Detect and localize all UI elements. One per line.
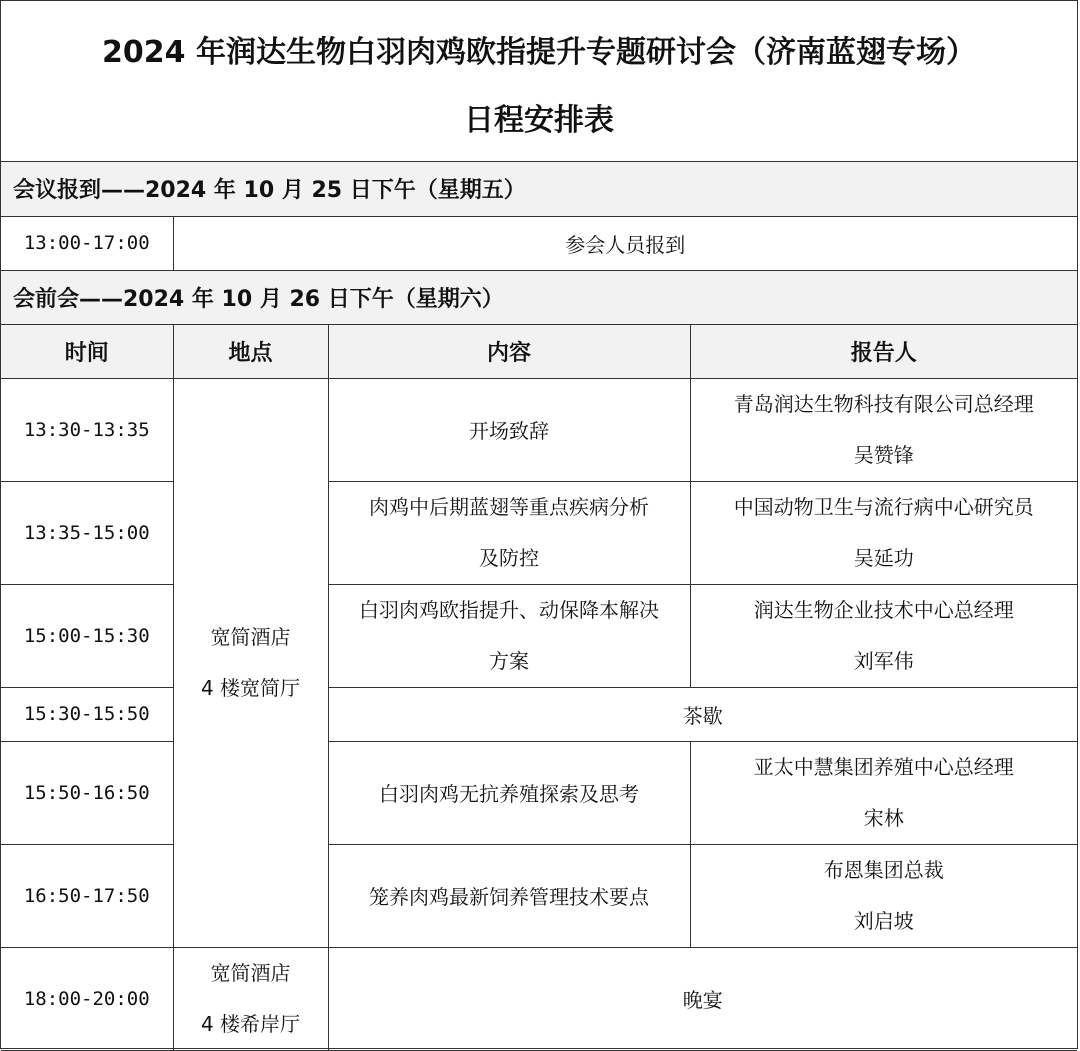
speaker-title: 布恩集团总裁 xyxy=(823,857,944,882)
column-header-time: 时间 xyxy=(1,324,173,378)
title-block xyxy=(1,1,1077,162)
speaker-title: 亚太中慧集团养殖中心总经理 xyxy=(753,754,1014,779)
content-line-1: 肉鸡中后期蓝翅等重点疾病分析 xyxy=(369,494,649,519)
session-speaker xyxy=(690,741,1077,844)
session-content xyxy=(328,584,690,687)
table-row xyxy=(1,481,1077,584)
session-content: 笼养肉鸡最新饲养管理技术要点 xyxy=(328,844,690,947)
registration-content: 参会人员报到 xyxy=(173,216,1077,270)
section-premeeting-heading: 会前会——2024 年 10 月 26 日下午（星期六） xyxy=(1,270,1077,324)
dinner-location xyxy=(173,947,328,1050)
content-line-1: 白羽肉鸡欧指提升、动保降本解决 xyxy=(359,597,659,622)
session-content: 开场致辞 xyxy=(328,378,690,481)
content-line-2: 方案 xyxy=(489,648,529,673)
location-name: 宽简酒店 xyxy=(210,624,291,649)
location-hall: 4 楼宽简厅 xyxy=(200,675,301,700)
column-header-location: 地点 xyxy=(173,324,328,378)
session-content: 白羽肉鸡无抗养殖探索及思考 xyxy=(328,741,690,844)
session-location xyxy=(173,378,328,947)
session-time: 13:30-13:35 xyxy=(1,378,173,481)
dinner-content: 晚宴 xyxy=(328,947,1077,1050)
speaker-name: 刘启坡 xyxy=(853,908,914,933)
tea-break: 茶歇 xyxy=(328,687,1077,741)
session-time: 13:35-15:00 xyxy=(1,481,173,584)
column-header-speaker: 报告人 xyxy=(690,324,1077,378)
session-time: 15:50-16:50 xyxy=(1,741,173,844)
registration-time: 13:00-17:00 xyxy=(1,216,173,270)
speaker-title: 中国动物卫生与流行病中心研究员 xyxy=(733,494,1034,519)
table-row xyxy=(1,947,1077,1050)
session-time: 15:30-15:50 xyxy=(1,687,173,741)
table-row xyxy=(1,687,1077,741)
table-row xyxy=(1,584,1077,687)
session-speaker xyxy=(690,481,1077,584)
table-row xyxy=(1,741,1077,844)
schedule-table xyxy=(1,162,1077,1051)
session-speaker xyxy=(690,378,1077,481)
session-content xyxy=(328,481,690,584)
column-header-content: 内容 xyxy=(328,324,690,378)
session-speaker xyxy=(690,584,1077,687)
dinner-time: 18:00-20:00 xyxy=(1,947,173,1050)
session-speaker xyxy=(690,844,1077,947)
location-name: 宽简酒店 xyxy=(210,960,291,985)
speaker-name: 吴延功 xyxy=(853,545,914,570)
session-time: 16:50-17:50 xyxy=(1,844,173,947)
section-registration-heading: 会议报到——2024 年 10 月 25 日下午（星期五） xyxy=(1,162,1077,216)
table-row xyxy=(1,378,1077,481)
speaker-name: 吴赞锋 xyxy=(853,442,914,467)
location-hall: 4 楼希岸厅 xyxy=(200,1011,301,1036)
document-title: 2024 年润达生物白羽肉鸡欧指提升专题研讨会（济南蓝翅专场） xyxy=(102,35,976,70)
speaker-title: 润达生物企业技术中心总经理 xyxy=(753,597,1014,622)
speaker-title: 青岛润达生物科技有限公司总经理 xyxy=(733,391,1034,416)
document-subtitle: 日程安排表 xyxy=(464,103,614,138)
speaker-name: 刘军伟 xyxy=(853,648,914,673)
session-time: 15:00-15:30 xyxy=(1,584,173,687)
speaker-name: 宋林 xyxy=(863,805,904,830)
content-line-2: 及防控 xyxy=(479,545,539,570)
table-row xyxy=(1,844,1077,947)
